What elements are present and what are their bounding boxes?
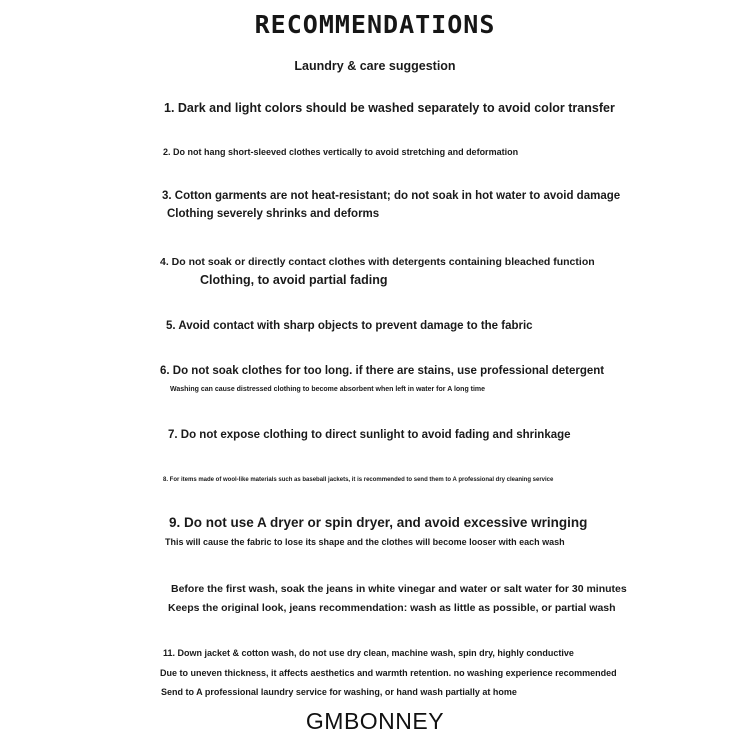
care-item-11-detail-2: Send to A professional laundry service for washing, or hand wash partially at home bbox=[161, 687, 517, 697]
care-item-8: 8. For items made of wool-like materials such as baseball jackets, it is recommended to send them to A professional dry cleaning service bbox=[163, 477, 554, 483]
care-item-4-detail: Clothing, to avoid partial fading bbox=[200, 273, 388, 287]
care-item-11: 11. Down jacket & cotton wash, do not use dry clean, machine wash, spin dry, highly conductive bbox=[163, 648, 574, 658]
page-subtitle: Laundry & care suggestion bbox=[294, 59, 456, 73]
care-item-4: 4. Do not soak or directly contact clothes with detergents containing bleached function bbox=[160, 256, 595, 268]
care-item-3-detail: Clothing severely shrinks and deforms bbox=[167, 208, 380, 220]
care-item-9-detail: This will cause the fabric to lose its shape and the clothes will become looser with each wash bbox=[165, 537, 565, 547]
care-item-10-detail: Keeps the original look, jeans recommendation: wash as little as possible, or partial wash bbox=[168, 602, 616, 614]
care-item-10: Before the first wash, soak the jeans in white vinegar and water or salt water for 30 minutes bbox=[171, 583, 627, 595]
care-item-6: 6. Do not soak clothes for too long. if there are stains, use professional detergent bbox=[160, 365, 605, 377]
care-item-3: 3. Cotton garments are not heat-resistant; do not soak in hot water to avoid damage bbox=[162, 190, 621, 202]
brand-name: GMBONNEY bbox=[305, 708, 445, 734]
care-item-5: 5. Avoid contact with sharp objects to prevent damage to the fabric bbox=[166, 320, 533, 332]
care-item-9: 9. Do not use A dryer or spin dryer, and avoid excessive wringing bbox=[169, 515, 588, 530]
care-item-2: 2. Do not hang short-sleeved clothes vertically to avoid stretching and deformation bbox=[163, 147, 519, 157]
page-title: RECOMMENDATIONS bbox=[254, 10, 496, 39]
care-item-6-detail: Washing can cause distressed clothing to become absorbent when left in water for A long time bbox=[170, 386, 486, 393]
care-item-11-detail-1: Due to uneven thickness, it affects aesthetics and warmth retention. no washing experience recommended bbox=[160, 668, 617, 678]
care-item-7: 7. Do not expose clothing to direct sunlight to avoid fading and shrinkage bbox=[168, 429, 571, 441]
care-item-1: 1. Dark and light colors should be washed separately to avoid color transfer bbox=[164, 101, 615, 115]
